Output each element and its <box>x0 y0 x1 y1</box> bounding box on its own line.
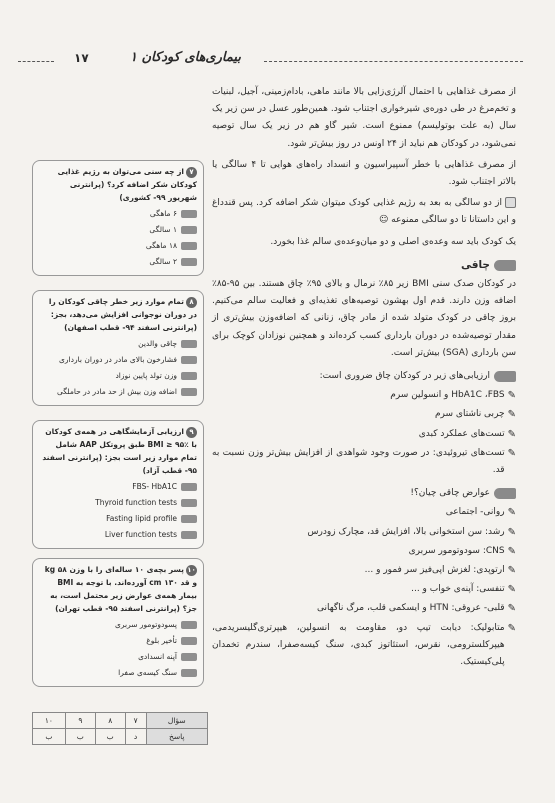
question-box <box>32 290 204 406</box>
section-title: چاقی <box>460 258 490 271</box>
question-text: ۸تمام موارد زیر خطر چاقی کودکان را در دوران نوجوانی افزایش می‌دهد، بجز: (پرانترنی اسفند ۹۴- قطب اصفهان) <box>48 297 197 332</box>
section-heading <box>212 368 516 385</box>
paragraph: در کودکان صدک سنی BMI زیر ۸۵٪ نرمال و بالای ۹۵٪ چاق هستند. بین ۹۵-۸۵٪ اضافه وزن دارند. قدم اول بهشون توصیه‌های تغذیه‌ای و فعالیت سالم می‌کنیم. بروز چاقی در کودک متولد شده از مادر چاق، زنانی که اضافه‌وزن بیش‌تری از مقدار توصیه‌شده در دوران بارداری کسب کرده‌اند و همچنین نوزادان کوچک برای سن بارداری (SGA) بیش‌تر است. <box>212 279 516 358</box>
option-marker-icon <box>181 340 197 348</box>
option-marker-icon <box>181 621 197 629</box>
section-tag-icon <box>494 260 516 271</box>
paragraph <box>212 195 516 229</box>
table-row <box>33 729 208 745</box>
table-cell: د <box>125 729 146 745</box>
pencil-icon: ✎ <box>507 565 516 577</box>
table-cell: سؤال <box>146 713 207 729</box>
option-marker-icon <box>181 483 197 491</box>
answer-option: FBS- HbA1C <box>39 480 197 493</box>
option-marker-icon <box>181 499 197 507</box>
list-item: ✎ CNS: سودوتومور سربری <box>212 543 516 560</box>
question-box <box>32 558 204 687</box>
option-marker-icon <box>181 242 197 250</box>
pencil-icon: ✎ <box>507 409 516 421</box>
paragraph: از مصرف غذاهایی با احتمال آلرژی‌زایی بالا مانند ماهی، بادام‌زمینی، آجیل، لبنیات و تخم‌مرغ در طی دوره‌ی شیرخواری اجتناب شود. همین‌طور عسل در سن زیر یک سال (به علت بوتولیسم) ممنوع است. شیر گاو هم در زیر یک سال توصیه نمی‌شود، در کودکان هم نباید از ۲۴ اونس در روز بیش‌تر شود. <box>212 87 516 149</box>
list-item: ✎ روانی- اجتماعی <box>212 504 516 521</box>
table-cell: ۷ <box>125 713 146 729</box>
answer-option: پسودوتومور سربری <box>39 618 197 631</box>
answer-option: ۱۸ ماهگی <box>39 239 197 252</box>
answer-option: تأخیر بلوغ <box>39 634 197 647</box>
answer-option: ۶ ماهگی <box>39 207 197 220</box>
answer-option: ۱ سالگی <box>39 223 197 236</box>
answer-option: سنگ کیسه‌ی صفرا <box>39 666 197 679</box>
list-item: ✎ ارتوپدی: لغزش اپی‌فیز سر فمور و ... <box>212 562 516 579</box>
option-marker-icon <box>181 669 197 677</box>
question-box <box>32 420 204 549</box>
section-heading <box>212 257 516 274</box>
answer-option: وزن تولد پایین نوزاد <box>39 369 197 382</box>
section-title: عوارض چاقی چیان؟! <box>410 488 490 499</box>
pencil-icon: ✎ <box>507 428 516 440</box>
answer-option: ۲ سالگی <box>39 255 197 268</box>
table-cell: ۸ <box>95 713 125 729</box>
list-item: ✎ تست‌های عملکرد کبدی <box>212 426 516 443</box>
list-item: ✎ تنفسی: آپنه‌ی خواب و ... <box>212 581 516 598</box>
answer-option: فشارخون بالای مادر در دوران بارداری <box>39 353 197 366</box>
option-marker-icon <box>181 653 197 661</box>
pencil-icon: ✎ <box>507 603 516 615</box>
question-text: ۱۰پسر بچه‌ی ۱۰ ساله‌ای را با وزن ۵۸ kg و قد ۱۳۰ cm آورده‌اند. با توجه به BMI بیمار همه‌ی عوارض زیر محتمل است، به جز؟ (پرانترنی اسفند ۹۵- قطب تهران) <box>44 565 197 613</box>
question-text: ۹ارزیابی آزمایشگاهی در همه‌ی کودکان با BMI ≥ ۹۵٪ طبق پروتکل AAP شامل تمام موارد زیر است بجز: (پرانترنی اسفند ۹۵- قطب آزاد) <box>42 427 197 475</box>
pencil-icon: ✎ <box>507 584 516 596</box>
answer-option: آپنه انسدادی <box>39 650 197 663</box>
page-number: ۱۷ <box>74 51 89 65</box>
list-item: ✎ متابولیک: دیابت تیپ دو، مقاومت به انسولین، هیپرتری‌گلیسریدمی، هیپرکلسترومی، نقرس، استئاتوز کبدی، سنگ کیسه‌صفرا، سندرم تخمدان پلی‌کیستیک. <box>212 620 516 672</box>
pencil-icon: ✎ <box>507 545 516 557</box>
paragraph: یک کودک باید سه وعده‌ی اصلی و دو میان‌وعده‌ی سالم غذا بخورد. <box>270 236 516 247</box>
pencil-icon: ✎ <box>507 447 516 459</box>
option-marker-icon <box>181 258 197 266</box>
question-number: ۱۰ <box>187 566 196 574</box>
question-number: ۸ <box>186 297 197 308</box>
option-marker-icon <box>181 515 197 523</box>
header-rule-left <box>18 61 54 62</box>
table-row <box>33 713 208 729</box>
pencil-icon: ✎ <box>507 622 516 634</box>
list-item: ✎ تست‌های تیروئیدی: در صورت وجود شواهدی از افزایش بیش‌تر وزن نسبت به قد. <box>212 445 516 479</box>
question-text: ۷از چه سنی می‌توان به رژیم غذایی کودکان شکر اضافه کرد؟ (پرانترنی شهریور ۹۹- کشوری) <box>57 167 197 202</box>
section-title: ارزیابی‌های زیر در کودکان چاق ضروری است: <box>319 371 490 382</box>
option-marker-icon <box>181 388 197 396</box>
question-number: ۹ <box>186 427 197 438</box>
answer-option: Liver function tests <box>39 528 197 541</box>
note-icon <box>505 197 516 208</box>
option-marker-icon <box>181 210 197 218</box>
chapter-title: بیماری‌های کودکان ۱ <box>130 50 241 65</box>
option-marker-icon <box>181 372 197 380</box>
table-cell: ب <box>95 729 125 745</box>
note-text: از دو سالگی به بعد به رژیم غذایی کودک میتوان شکر اضافه کرد. پس قندداغ و این داستانا تا دو سالگی ممنوعه ☺ <box>212 198 516 226</box>
pencil-icon: ✎ <box>507 390 516 402</box>
answer-option: چاقی والدین <box>39 337 197 350</box>
header-rule-right <box>264 61 523 62</box>
answer-option: Fasting lipid profile <box>39 512 197 525</box>
table-cell: پاسخ <box>146 729 207 745</box>
option-marker-icon <box>181 637 197 645</box>
table-cell: ب <box>65 729 95 745</box>
answer-key-table <box>32 712 208 745</box>
answer-option: اضافه وزن بیش از حد مادر در حاملگی <box>39 385 197 398</box>
list-item: ✎ رشد: سن استخوانی بالا، افزایش قد، مچارک زودرس <box>212 524 516 541</box>
pencil-icon: ✎ <box>507 526 516 538</box>
question-number: ۷ <box>186 167 197 178</box>
table-cell: ۱۰ <box>33 713 66 729</box>
paragraph: از مصرف غذاهایی با خطر آسپیراسیون و انسداد راه‌های هوایی تا ۴ سالگی یا بالاتر اجتناب شود. <box>212 159 516 188</box>
list-item: ✎ چربی ناشتای سرم <box>212 406 516 423</box>
section-tag-icon <box>494 488 516 499</box>
question-box <box>32 160 204 276</box>
pencil-icon: ✎ <box>507 507 516 519</box>
option-marker-icon <box>181 531 197 539</box>
table-cell: ب <box>33 729 66 745</box>
list-item: ✎ قلبی- عروقی: HTN و ایسکمی قلب، مرگ ناگهانی <box>212 600 516 617</box>
section-tag-icon <box>494 371 516 382</box>
list-item: ✎ HbA1C ،FBS و انسولین سرم <box>212 387 516 404</box>
page-header <box>18 50 523 72</box>
option-marker-icon <box>181 226 197 234</box>
section-heading <box>212 485 516 502</box>
option-marker-icon <box>181 356 197 364</box>
main-column <box>212 84 516 673</box>
answer-option: Thyroid function tests <box>39 496 197 509</box>
table-cell: ۹ <box>65 713 95 729</box>
